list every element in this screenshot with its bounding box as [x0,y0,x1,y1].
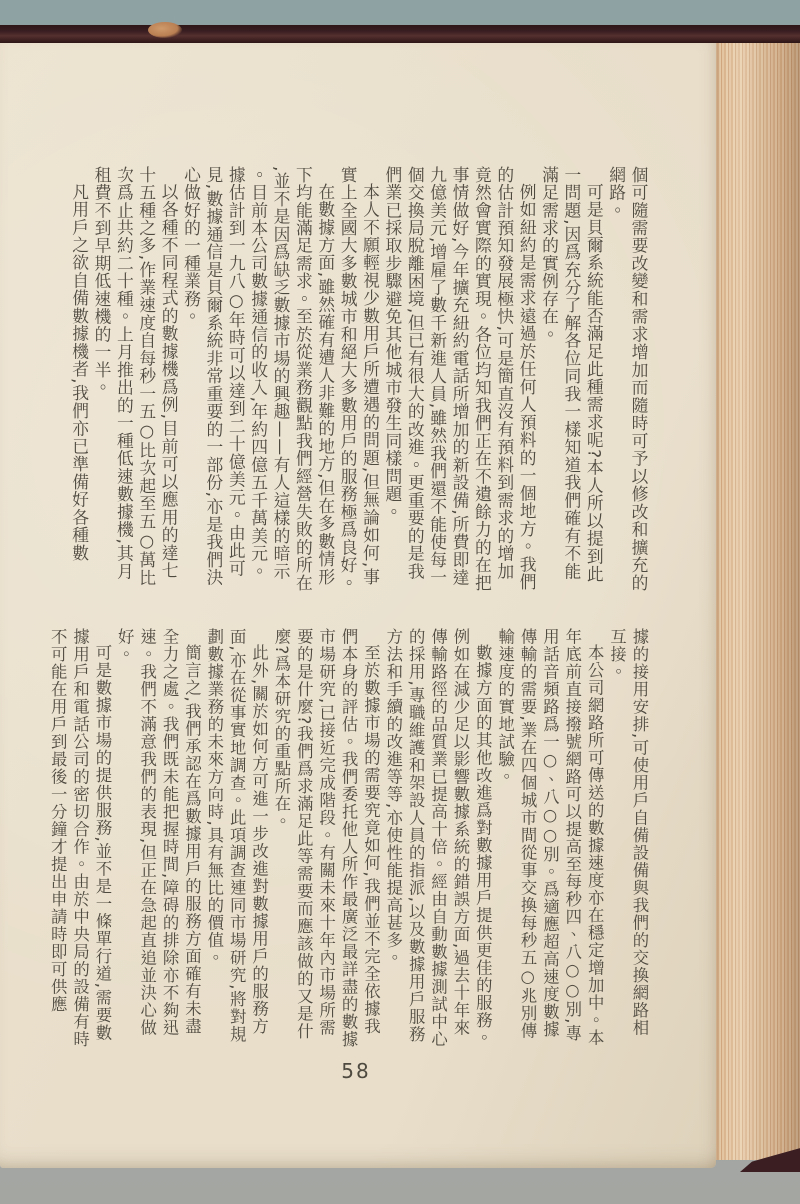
text-block-top [46,166,650,594]
paragraph: 凡用戶之欲自備數據機者,我們亦已準備好各種數 [69,182,90,562]
text-block-bottom [46,628,650,1050]
paragraph: 可是數據市場的提供服務,並不是一條單行道,需要數據用戶和電話公司的密切合作。由於中央局的設備有時不可能在用戶到最後一分鐘才提出申請時即可供應 [48,628,112,1048]
paragraph: 可是貝爾系統能否滿足此種需求呢?本人所以提到此一問題,因爲充分了解各位同我一樣知道我們確有不能滿足需求的實例存在。 [539,166,605,583]
cover-fray-spot [148,22,182,38]
paragraph: 此外,關於如何方可進一步改進對數據用戶的服務方面,亦在從事實地調查。此項調查連同市場研究,將對規劃數據業務的未來方向時,具有無比的價值。 [204,628,269,1044]
paragraph: 個可隨需要改變和需求增加而隨時可予以修改和擴充的網路。 [606,166,649,592]
page-number: 58 [341,1059,371,1083]
paragraph: 以各種不同程式的數據機爲例,目前可以應用的達七十五種之多,作業速度自每秒一五○比次起至五○萬比次爲止共約二十種。上月推出的一種低速數據機,其月租費不到早期低速機的一半。 [92,166,180,587]
paragraph: 本公司網路所可傳送的數據速度亦在穩定增加中。本年底前直接撥號網路可以提高至每秒四、八○○別,專用話音頻路爲一○、八○○別。爲適應超高速度數據傳輸的需要,業在四個城市間從事交換每秒五○兆別傳輸速度的實地試驗。 [495,628,605,1047]
paragraph: 本人不願輕視少數用戶所遭遇的問題,但無論如何,事實上全國大多數城市和絕大多數用戶的服務極爲良好。 [338,166,381,592]
page-stack-fore-edge [713,43,800,1160]
paragraph: 在數據方面,雖然確有遭人非難的地方,但在多數情形下均能滿足需求。至於從業務觀點我們經營失敗的所在,並不是因爲缺乏數據市場的興趣——有人這樣的暗示。目前本公司數據通信的收入,年約四億五千萬美元。據估計到一九八○年時可以達到二十億美元。由此可見,數據通信是貝爾系統非常重要的一部份,亦是我們決心做好的一種業務。 [181,166,336,592]
paragraph: 簡言之,我們承認在爲數據用戶的服務方面確有未盡全力之處。我們既未能把握時間,障碍的排除亦不夠迅速。我們不滿意我們的表現,但正在急起直追並決心做好。 [115,628,202,1037]
book-page [0,43,716,1168]
paragraph: 至於數據市場的需要究竟如何,我們並不完全依據我們本身的評估。我們委托他人所作最廣泛最詳盡的數據市場研究,已接近完成階段。有關未來十年內市場所需要的是什麼?我們爲求滿足此等需要而應該做的又是什麼?爲本研究的重點所在。 [272,628,381,1048]
paragraph: 據的接用安排,可使用戶自備設備與我們的交換網路相互接。 [607,628,649,1037]
paragraph: 例如紐約是需求遠過於任何人預料的一個地方。我們的估計預知發展極快,可是簡直沒有預料到需求的增加竟然會實際的實現。各位均知我們正在不遺餘力的在把事情做好,今年擴充紐約電話所增加的新設備,所費即達九億美元,增雇了數千新進人員,雖然我們還不能使每一個交換局脫離困境,但已有很大的改進。更重要的是我們業已採取步驟避免其他城市發生同樣問題。 [382,166,538,592]
book-cover-edge [0,25,800,43]
paragraph: 數據方面的其他改進爲對數據用戶提供更佳的服務。例如在減少足以影響數據系統的錯誤方面,過去十年來傳輸路徑的品質業已提高十倍。經由自動數據測試中心的採用,專職維護和架設人員的指派,以及數據用戶服務方法和手續的改進等等,亦使性能提高甚多。 [383,628,493,1048]
